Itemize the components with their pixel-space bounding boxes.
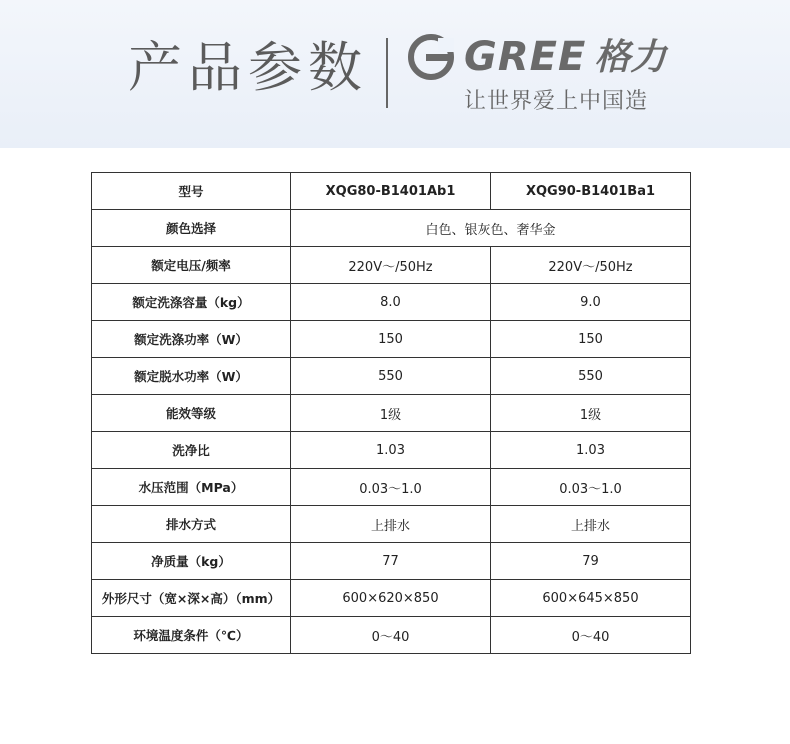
table-row bbox=[92, 506, 691, 543]
row-value-cell: 0.03～1.0 bbox=[291, 469, 491, 506]
row-value-cell: 0.03～1.0 bbox=[491, 469, 691, 506]
row-value-cell: 0～40 bbox=[291, 617, 491, 654]
row-label-cell: 排水方式 bbox=[92, 506, 291, 543]
row-label-cell: 洗净比 bbox=[92, 432, 291, 469]
page-title: 产品参数 bbox=[128, 36, 368, 99]
row-label-cell: 能效等级 bbox=[92, 395, 291, 432]
table-header-row bbox=[92, 173, 691, 210]
table-row bbox=[92, 321, 691, 358]
color-value-cell: 白色、银灰色、奢华金 bbox=[291, 210, 691, 247]
table-row bbox=[92, 395, 691, 432]
row-value-cell: 150 bbox=[291, 321, 491, 358]
table-row bbox=[92, 358, 691, 395]
brand-slogan: 让世界爱上中国造 bbox=[464, 89, 649, 114]
header-divider bbox=[386, 38, 388, 108]
row-value-cell: 550 bbox=[291, 358, 491, 395]
brand-name: GREE bbox=[464, 34, 587, 80]
row-value-cell: 9.0 bbox=[491, 284, 691, 321]
row-value-cell: 550 bbox=[491, 358, 691, 395]
row-value-cell: 1级 bbox=[291, 395, 491, 432]
brand-row bbox=[408, 32, 666, 82]
spec-table bbox=[91, 172, 691, 654]
row-label-cell: 环境温度条件（℃） bbox=[92, 617, 291, 654]
row-value-cell: 79 bbox=[491, 543, 691, 580]
table-row bbox=[92, 469, 691, 506]
color-label-cell: 颜色选择 bbox=[92, 210, 291, 247]
row-value-cell: 220V～/50Hz bbox=[291, 247, 491, 284]
row-value-cell: 1.03 bbox=[491, 432, 691, 469]
brand-logo bbox=[408, 32, 698, 118]
header-banner bbox=[0, 0, 790, 148]
row-label-cell: 额定脱水功率（W） bbox=[92, 358, 291, 395]
row-label-cell: 额定电压/频率 bbox=[92, 247, 291, 284]
row-value-cell: 77 bbox=[291, 543, 491, 580]
row-value-cell: 1级 bbox=[491, 395, 691, 432]
table-row bbox=[92, 247, 691, 284]
row-value-cell: 上排水 bbox=[291, 506, 491, 543]
color-row bbox=[92, 210, 691, 247]
table-row bbox=[92, 284, 691, 321]
gree-logo-icon bbox=[408, 34, 454, 80]
row-label-cell: 净质量（kg） bbox=[92, 543, 291, 580]
table-row bbox=[92, 617, 691, 654]
row-value-cell: 220V～/50Hz bbox=[491, 247, 691, 284]
header-label-cell: 型号 bbox=[92, 173, 291, 210]
row-value-cell: 上排水 bbox=[491, 506, 691, 543]
row-value-cell: 0～40 bbox=[491, 617, 691, 654]
row-value-cell: 150 bbox=[491, 321, 691, 358]
row-value-cell: 1.03 bbox=[291, 432, 491, 469]
model-1-header: XQG80-B1401Ab1 bbox=[291, 173, 491, 210]
row-label-cell: 额定洗涤容量（kg） bbox=[92, 284, 291, 321]
brand-script: 格力 bbox=[594, 36, 667, 78]
row-value-cell: 600×645×850 bbox=[491, 580, 691, 617]
row-label-cell: 额定洗涤功率（W） bbox=[92, 321, 291, 358]
row-label-cell: 外形尺寸（宽×深×高）（mm） bbox=[92, 580, 291, 617]
row-label-cell: 水压范围（MPa） bbox=[92, 469, 291, 506]
table-row bbox=[92, 432, 691, 469]
table-row bbox=[92, 580, 691, 617]
row-value-cell: 8.0 bbox=[291, 284, 491, 321]
row-value-cell: 600×620×850 bbox=[291, 580, 491, 617]
model-2-header: XQG90-B1401Ba1 bbox=[491, 173, 691, 210]
table-row bbox=[92, 543, 691, 580]
